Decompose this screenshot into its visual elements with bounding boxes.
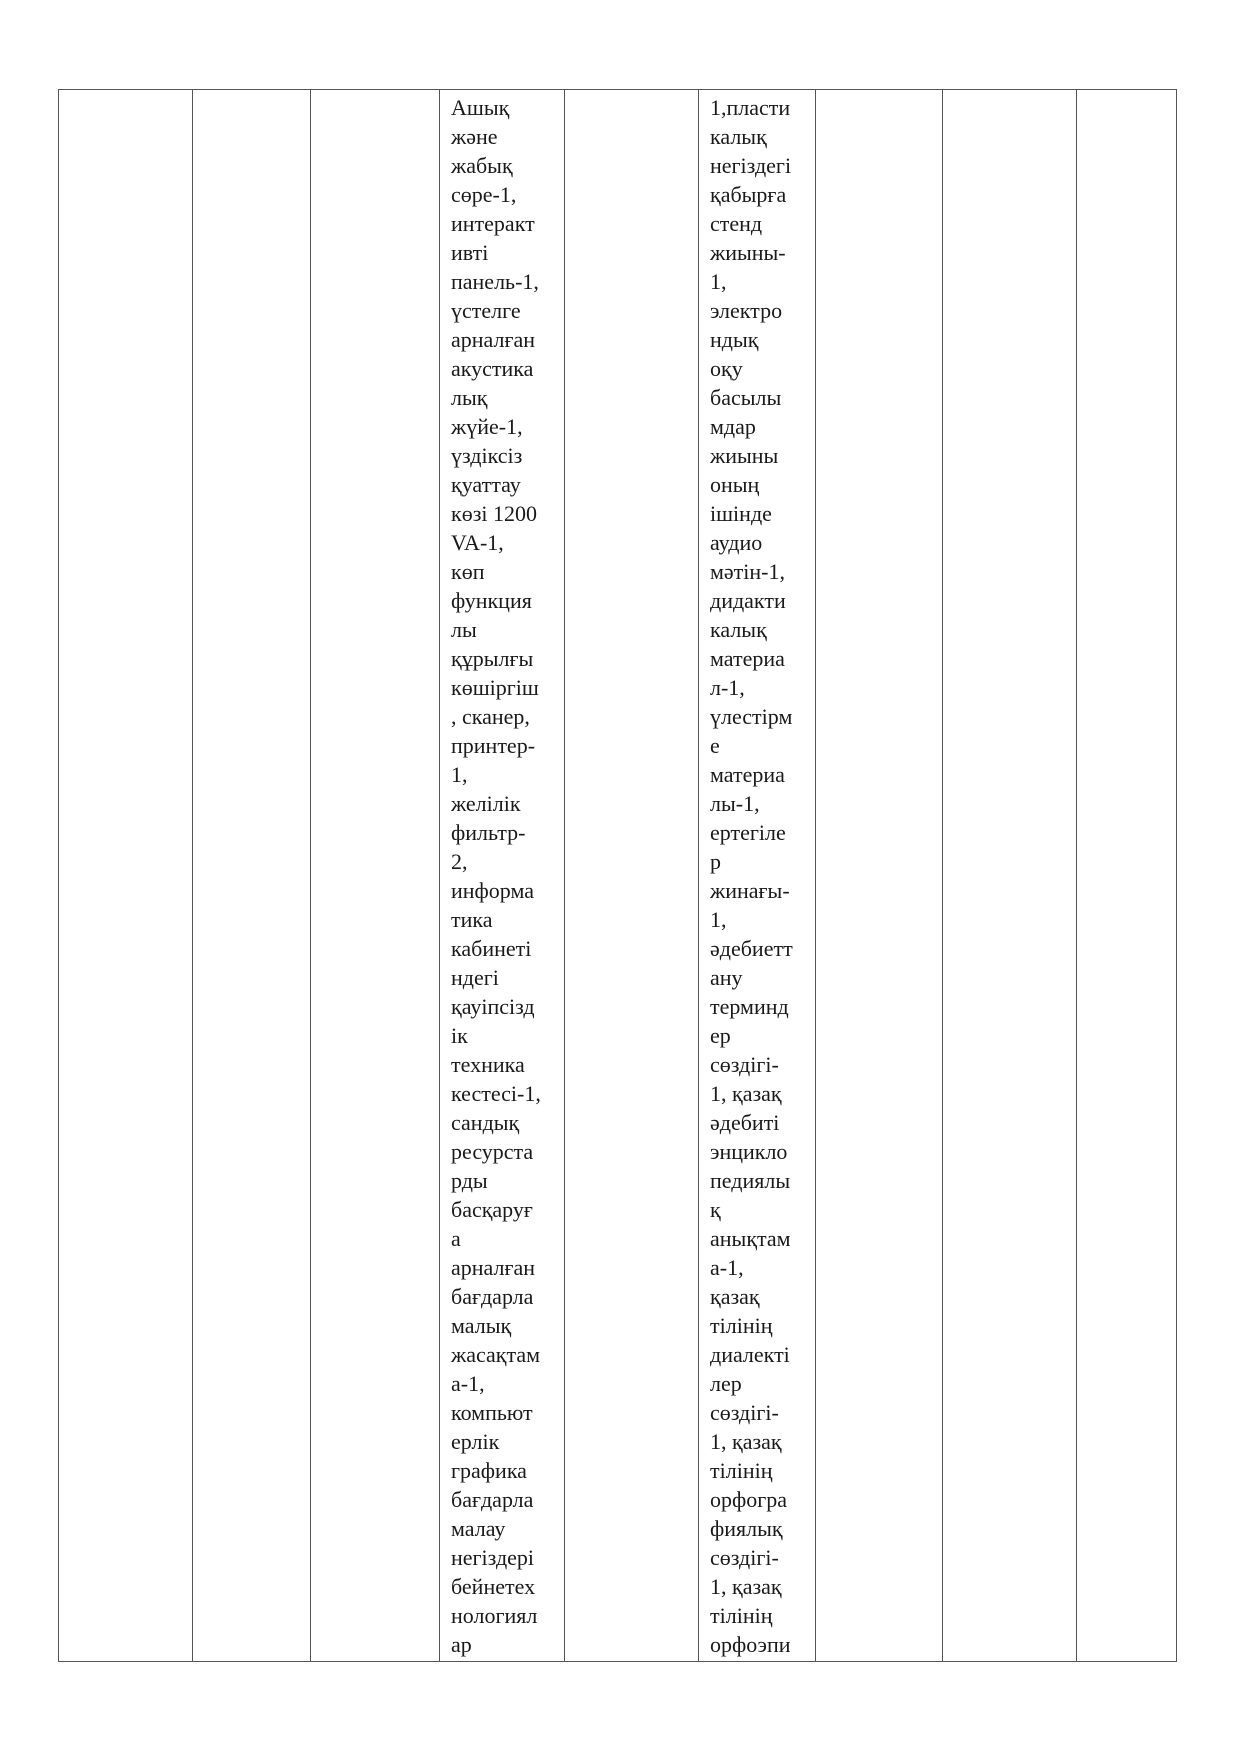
table-cell-2 — [193, 90, 311, 1662]
cell-text-line: педиялы — [710, 1168, 791, 1193]
cell-text-line: принтер- — [451, 733, 536, 758]
cell-text-line: ік — [451, 1023, 468, 1048]
cell-text-line: ндық — [710, 327, 759, 352]
cell-text-line: мдар — [710, 414, 756, 439]
cell-text-line: 1, — [710, 269, 727, 294]
cell-text-line: 1, — [710, 907, 727, 932]
cell-text-line: аудио — [710, 530, 763, 555]
cell-text-line: 1,пласти — [710, 95, 791, 120]
table-cell-8 — [943, 90, 1077, 1662]
cell-text-line: фиялық — [710, 1516, 783, 1541]
table-cell-5 — [565, 90, 699, 1662]
cell-text-line: интеракт — [451, 211, 535, 236]
cell-text-line: малық — [451, 1313, 512, 1338]
cell-text-line: ндегі — [451, 965, 499, 990]
cell-text-line: ерлік — [451, 1429, 500, 1454]
cell-text-line: мәтін-1, — [710, 559, 786, 584]
cell-text-line: лы — [451, 617, 477, 642]
cell-text-line: 1, қазақ — [710, 1429, 782, 1454]
cell-text-line: бағдарла — [451, 1487, 534, 1512]
cell-text-line: жүйе-1, — [451, 414, 523, 439]
cell-text-line: электро — [710, 298, 783, 323]
cell-text-line: малау — [451, 1516, 506, 1541]
cell-text-line: үздіксіз — [451, 443, 523, 468]
cell-text-line: көшіргіш — [451, 675, 539, 700]
cell-text-line: фильтр- — [451, 820, 526, 845]
cell-text-line: ресурста — [451, 1139, 534, 1164]
cell-text-line: лық — [451, 385, 488, 410]
cell-text-line: сөздігі- — [710, 1545, 779, 1570]
cell-text-line: панель-1, — [451, 269, 539, 294]
cell-text-line: е — [710, 733, 720, 758]
cell-text-line: көп — [451, 559, 485, 584]
cell-text-line: орфоэпи — [710, 1632, 791, 1657]
cell-text-line: жиыны — [710, 443, 779, 468]
equipment-list-text — [440, 90, 564, 1659]
cell-text-line: басылы — [710, 385, 782, 410]
cell-text-line: арналған — [451, 327, 536, 352]
cell-text-line: л-1, — [710, 675, 745, 700]
cell-text-line: әдебиетт — [710, 936, 793, 961]
cell-text-line: жасақтам — [451, 1342, 541, 1367]
cell-text-line: лер — [710, 1371, 742, 1396]
cell-text-line: үстелге — [451, 298, 521, 323]
cell-text-line: қазақ — [710, 1284, 760, 1309]
cell-text-line: 1, — [451, 762, 468, 787]
cell-text-line: негіздегі — [710, 153, 792, 178]
cell-text-line: графика — [451, 1458, 527, 1483]
cell-text-line: калық — [710, 617, 767, 642]
cell-text-line: жабық — [451, 153, 513, 178]
cell-text-line: оқу — [710, 356, 743, 381]
cell-text-line: қабырға — [710, 182, 787, 207]
cell-text-line: басқаруғ — [451, 1197, 533, 1222]
equipment-table — [58, 89, 1177, 1662]
cell-text-line: сөре-1, — [451, 182, 517, 207]
cell-text-line: ертегіле — [710, 820, 786, 845]
cell-text-line: жинағы- — [710, 878, 790, 903]
cell-text-line: тика — [451, 907, 493, 932]
cell-text-line: нологиял — [451, 1603, 538, 1628]
cell-text-line: 1, қазақ — [710, 1081, 782, 1106]
cell-text-line: а-1, — [710, 1255, 744, 1280]
cell-text-line: терминд — [710, 994, 789, 1019]
cell-text-line: анықтам — [710, 1226, 791, 1251]
cell-text-line: Ашық — [451, 95, 510, 120]
cell-text-line: кестесі-1, — [451, 1081, 541, 1106]
cell-text-line: тілінің — [710, 1458, 773, 1483]
cell-text-line: ішінде — [710, 501, 772, 526]
cell-text-line: ер — [710, 1023, 731, 1048]
cell-text-line: тілінің — [710, 1603, 773, 1628]
cell-text-line: көзі 1200 — [451, 501, 537, 526]
cell-text-line: әдебиті — [710, 1110, 780, 1135]
cell-text-line: құрылғы — [451, 646, 534, 671]
cell-text-line: функция — [451, 588, 532, 613]
cell-text-line: акустика — [451, 356, 534, 381]
table-cell-1 — [59, 90, 193, 1662]
cell-text-line: ивті — [451, 240, 489, 265]
cell-text-line: үлестірм — [710, 704, 793, 729]
cell-text-line: бағдарла — [451, 1284, 534, 1309]
cell-text-line: қ — [710, 1197, 721, 1222]
cell-text-line: бейнетех — [451, 1574, 536, 1599]
cell-text-line: дидакти — [710, 588, 786, 613]
cell-text-line: арналған — [451, 1255, 536, 1280]
cell-text-line: материа — [710, 646, 785, 671]
cell-text-line: 1, қазақ — [710, 1574, 782, 1599]
cell-text-line: а — [451, 1226, 461, 1251]
cell-text-line: кабинеті — [451, 936, 532, 961]
cell-text-line: р — [710, 849, 721, 874]
cell-text-line: желілік — [451, 791, 521, 816]
cell-text-line: информа — [451, 878, 535, 903]
cell-text-line: калық — [710, 124, 767, 149]
table-cell-equipment-list — [440, 90, 565, 1662]
table-cell-7 — [816, 90, 943, 1662]
cell-text-line: жиыны- — [710, 240, 786, 265]
cell-text-line: , сканер, — [451, 704, 530, 729]
cell-text-line: рды — [451, 1168, 488, 1193]
cell-text-line: қауіпсізд — [451, 994, 535, 1019]
cell-text-line: лы-1, — [710, 791, 760, 816]
cell-text-line: стенд — [710, 211, 763, 236]
cell-text-line: материа — [710, 762, 785, 787]
table-cell-9 — [1077, 90, 1177, 1662]
cell-text-line: сандық — [451, 1110, 520, 1135]
cell-text-line: тілінің — [710, 1313, 773, 1338]
cell-text-line: а-1, — [451, 1371, 485, 1396]
cell-text-line: техника — [451, 1052, 525, 1077]
cell-text-line: орфогра — [710, 1487, 788, 1512]
table-cell-materials-list — [699, 90, 816, 1662]
cell-text-line: сөздігі- — [710, 1400, 779, 1425]
materials-list-text — [699, 90, 815, 1659]
cell-text-line: және — [451, 124, 498, 149]
cell-text-line: компьют — [451, 1400, 533, 1425]
cell-text-line: сөздігі- — [710, 1052, 779, 1077]
table-cell-3 — [311, 90, 440, 1662]
cell-text-line: VA-1, — [451, 530, 504, 555]
cell-text-line: негіздері — [451, 1545, 535, 1570]
cell-text-line: ар — [451, 1632, 472, 1657]
cell-text-line: оның — [710, 472, 760, 497]
cell-text-line: қуаттау — [451, 472, 521, 497]
cell-text-line: 2, — [451, 849, 468, 874]
table-row — [59, 90, 1177, 1662]
cell-text-line: ану — [710, 965, 743, 990]
cell-text-line: диалекті — [710, 1342, 790, 1367]
cell-text-line: энцикло — [710, 1139, 788, 1164]
